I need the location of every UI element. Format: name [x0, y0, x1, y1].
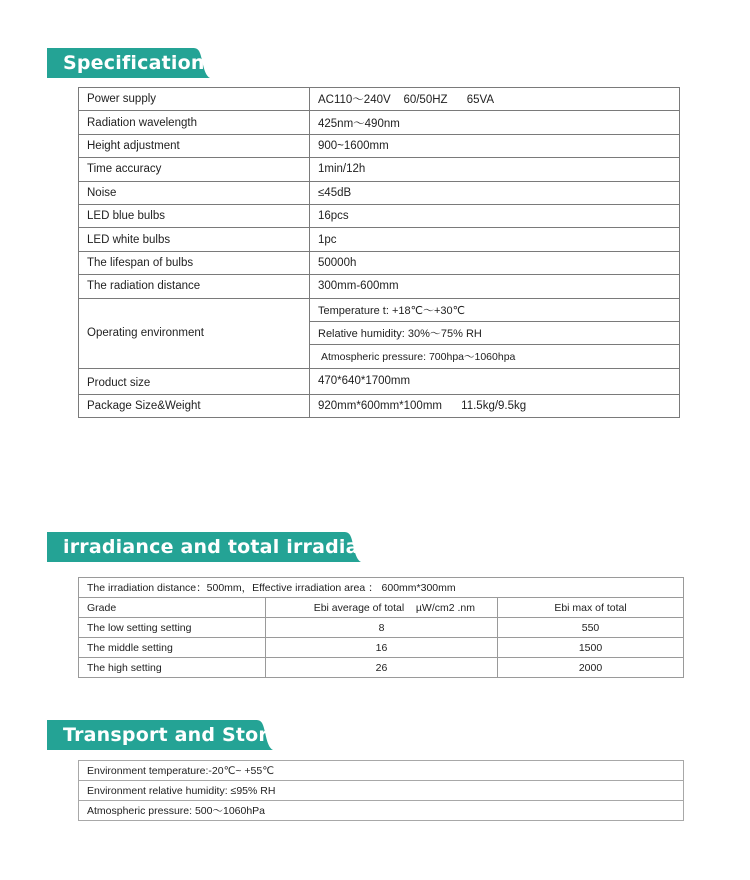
section-banner-irradiance [47, 532, 397, 562]
irradiance-table [78, 577, 684, 678]
spec-value: AC110～240V 60/50HZ 65VA [310, 88, 680, 111]
spec-value: 300mm-600mm [310, 275, 680, 298]
average-cell: 8 [266, 618, 498, 638]
average-cell: 16 [266, 638, 498, 658]
section-banner-transport [47, 720, 308, 750]
spec-value: 16pcs [310, 204, 680, 227]
grade-cell: The high setting [79, 658, 266, 678]
table-row [79, 761, 684, 781]
section-title: Transport and Storage [63, 724, 308, 746]
spec-value: Atmospheric pressure: 700hpa～1060hpa [310, 345, 680, 368]
transport-storage-table [78, 760, 684, 821]
table-row [79, 204, 680, 227]
transport-row: Environment relative humidity: ≤95% RH [79, 781, 684, 801]
column-header: Ebi average of total µW/cm2 .nm [266, 598, 498, 618]
spec-value: 920mm*600mm*100mm 11.5kg/9.5kg [310, 395, 680, 418]
spec-value: Relative humidity: 30%～75% RH [310, 321, 680, 344]
grade-cell: The middle setting [79, 638, 266, 658]
table-row [79, 158, 680, 181]
table-row [79, 275, 680, 298]
max-cell: 1500 [498, 638, 684, 658]
spec-label: Power supply [79, 88, 310, 111]
table-row [79, 134, 680, 157]
table-row [79, 181, 680, 204]
table-row [79, 88, 680, 111]
specification-table [78, 87, 680, 418]
spec-value: 50000h [310, 251, 680, 274]
table-row [79, 395, 680, 418]
spec-label: LED blue bulbs [79, 204, 310, 227]
table-row [79, 251, 680, 274]
table-row [79, 228, 680, 251]
table-row [79, 111, 680, 134]
spec-value: 1min/12h [310, 158, 680, 181]
table-row [79, 368, 680, 394]
spec-label: Noise [79, 181, 310, 204]
spec-value: 900~1600mm [310, 134, 680, 157]
spec-value: ≤45dB [310, 181, 680, 204]
spec-value: Temperature t: +18℃～+30℃ [310, 298, 680, 321]
table-row [79, 638, 684, 658]
irradiation-note: The irradiation distance：500mm，Effective irradiation area ： 600mm*300mm [79, 578, 684, 598]
spec-label: The lifespan of bulbs [79, 251, 310, 274]
spec-label: The radiation distance [79, 275, 310, 298]
spec-label: Package Size&Weight [79, 395, 310, 418]
section-title: Specification [63, 52, 205, 74]
average-cell: 26 [266, 658, 498, 678]
spec-label: Height adjustment [79, 134, 310, 157]
spec-label: Radiation wavelength [79, 111, 310, 134]
spec-value: 425nm～490nm [310, 111, 680, 134]
transport-row: Atmospheric pressure: 500～1060hPa [79, 801, 684, 821]
spec-label: Time accuracy [79, 158, 310, 181]
section-banner-specification [47, 48, 212, 78]
section-title: irradiance and total irradiance [63, 536, 397, 558]
max-cell: 2000 [498, 658, 684, 678]
table-row [79, 658, 684, 678]
table-row [79, 781, 684, 801]
table-row [79, 578, 684, 598]
spec-label: Product size [79, 368, 310, 394]
spec-value: 470*640*1700mm [310, 368, 680, 394]
max-cell: 550 [498, 618, 684, 638]
transport-row: Environment temperature:-20℃~ +55℃ [79, 761, 684, 781]
column-header: Ebi max of total [498, 598, 684, 618]
column-header: Grade [79, 598, 266, 618]
spec-value: 1pc [310, 228, 680, 251]
table-row [79, 801, 684, 821]
spec-label: Operating environment [79, 298, 310, 368]
table-row [79, 298, 680, 321]
table-header-row [79, 598, 684, 618]
table-row [79, 618, 684, 638]
spec-label: LED white bulbs [79, 228, 310, 251]
grade-cell: The low setting setting [79, 618, 266, 638]
